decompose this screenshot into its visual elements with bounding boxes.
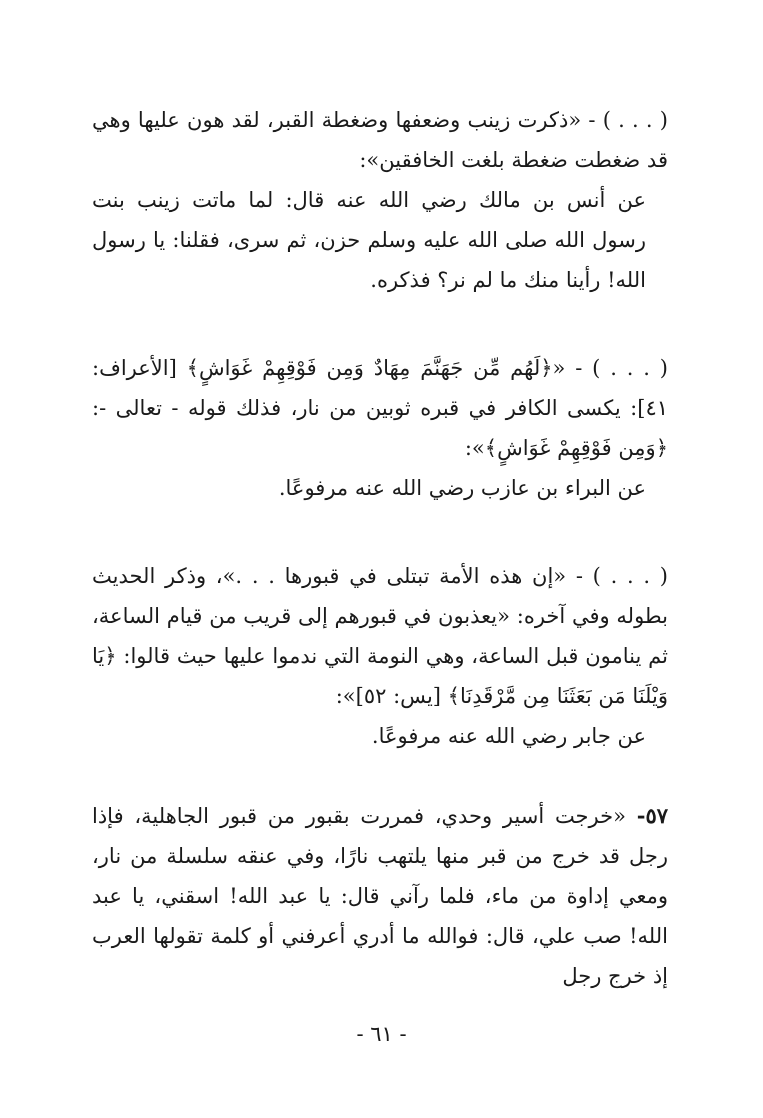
hadith-text: ( . . . ) - «﴿لَهُم مِّن جَهَنَّمَ مِهَادٌ وَمِن فَوْقِهِمْ غَوَاشٍ﴾ [الأعراف: ٤١]: يكسى الكافر في قبره ثوبين من نار، فذلك قوله - تعالى -: ﴿وَمِن فَوْقِهِمْ غَوَاشٍ﴾»: <box>92 356 668 460</box>
hadith-text: ( . . . ) - «إن هذه الأمة تبتلى في قبورها . . .»، وذكر الحديث بطوله وفي آخره: «يعذبون في قبورهم إلى قريب من قيام الساعة، ثم ينامون قبل الساعة، وهي النومة التي ندموا عليها حيث قالوا: ﴿يَا وَيْلَنَا مَن بَعَثَنَا مِن مَّرْقَدِنَا﴾ [يس: ٥٢]»: <box>92 564 668 708</box>
hadith-entry-3 <box>92 556 668 756</box>
hadith-text: ( . . . ) - «ذكرت زينب وضعفها وضغطة القبر، لقد هون عليها وهي قد ضغطت ضغطة بلغت الخافقين»: <box>92 108 668 172</box>
spacer <box>92 756 668 796</box>
hadith-source: عن أنس بن مالك رضي الله عنه قال: لما ماتت زينب بنت رسول الله صلى الله عليه وسلم حزن، ثم سرى، فقلنا: يا رسول الله! رأينا منك ما لم نر؟ فذكره. <box>92 188 646 292</box>
page-body <box>92 100 668 996</box>
spacer <box>92 508 668 556</box>
hadith-body: «خرجت أسير وحدي، فمررت بقبور من قبور الجاهلية، فإذا رجل قد خرج من قبر منها يلتهب نارًا، وفي عنقه سلسلة من نار، ومعي إداوة من ماء، فلما رآني قال: يا عبد الله! اسقني، يا عبد الله! صب علي، قال: فوالله ما أدري أعرفني أو كلمة تقولها العرب إذ خرج رجل <box>92 804 668 988</box>
page-number: - ٦١ - <box>356 1022 407 1046</box>
hadith-source: عن جابر رضي الله عنه مرفوعًا. <box>371 724 646 748</box>
hadith-entry-1 <box>92 100 668 300</box>
hadith-entry-57 <box>92 796 668 996</box>
hadith-entry-2 <box>92 348 668 508</box>
hadith-source: عن البراء بن عازب رضي الله عنه مرفوعًا. <box>278 476 646 500</box>
hadith-text <box>92 796 668 996</box>
hadith-number: ٥٧- <box>636 803 668 828</box>
spacer <box>92 300 668 348</box>
